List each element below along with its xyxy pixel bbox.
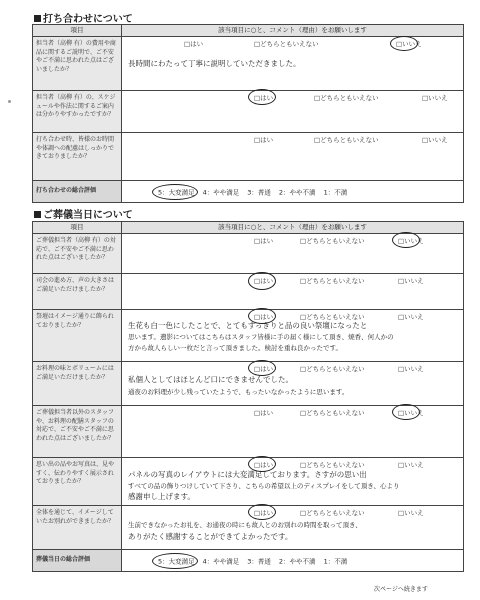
rating-4[interactable]: 4：やや満足	[202, 188, 240, 196]
question-text: 担当者（高柳 有）の、スケジュールや作法に関するご案内は分かりやすかったですか？	[33, 91, 122, 133]
option-no[interactable]: □いいえ	[422, 94, 448, 102]
option-no[interactable]: □いいえ	[398, 313, 424, 321]
section2-table	[32, 221, 464, 572]
option-neutral[interactable]: □どちらともいえない	[300, 277, 365, 285]
question-text: お料理の味とボリュームにはご満足いただけましたか？	[33, 362, 122, 406]
table-row	[33, 234, 464, 274]
question-text: 祭壇はイメージ通りに飾られておりましたか？	[33, 310, 122, 362]
bullet-square-icon	[34, 15, 41, 22]
answer-cell	[122, 91, 464, 133]
rating-cell	[122, 181, 464, 203]
answer-options	[122, 312, 463, 321]
summary-row	[33, 550, 464, 572]
option-no[interactable]: □いいえ	[398, 365, 424, 373]
section1-title: 打ち合わせについて	[34, 10, 133, 25]
rating-3[interactable]: 3：普通	[247, 557, 271, 565]
handwritten-comment: すべての品の飾りつけしていて下さり、こちらの希望以上のディスプレイをして頂き、心より	[128, 482, 400, 490]
bullet-square-icon	[34, 211, 41, 218]
answer-cell	[122, 234, 464, 274]
option-no[interactable]: □いいえ	[398, 237, 424, 245]
handwritten-comment: ありがたく感謝することができてよかったです。	[128, 532, 293, 541]
answer-circle	[392, 404, 420, 420]
table-row	[33, 310, 464, 362]
option-neutral[interactable]: □どちらともいえない	[300, 509, 365, 517]
answer-circle	[390, 36, 418, 51]
handwritten-comment: 生前できなかったお礼を、お通夜の時にも故人とのお別れの時間を取って頂き、	[128, 521, 362, 529]
header-response: 該当項目に○と、コメント（理由）をお願いします	[122, 25, 464, 37]
question-text: 打ち合わせ時、皆様のお時間や体調への配慮はしっかりできておりましたか？	[33, 133, 122, 181]
option-yes[interactable]: □はい	[184, 40, 204, 48]
table-row	[33, 458, 464, 506]
summary-label: 打ち合わせの総合評価	[33, 181, 122, 203]
handwritten-comment: 通夜のお料理が少し残っていたようで、もったいなかったように思います。	[128, 388, 349, 396]
handwritten-comment: パネルの写真のレイアウトには大変満足しております。さすがの思い出	[128, 470, 367, 479]
option-yes[interactable]: □はい	[254, 365, 274, 373]
handwritten-comment: 思います。遺影についてはこちらはスタッフ皆様に手の届く様にして頂き、焼香、何人かの	[128, 333, 394, 341]
header-item: 項目	[33, 222, 122, 234]
rating-cell	[122, 550, 464, 572]
question-text: 司会の進め方、声の大きさはご満足いただけましたか？	[33, 274, 122, 310]
answer-options	[122, 135, 463, 144]
rating-circle	[152, 184, 198, 200]
rating-circle	[152, 553, 198, 569]
question-text: 全体を通じて、イメージしていたお別れができましたか？	[33, 506, 122, 550]
answer-circle	[248, 504, 276, 520]
answer-cell	[122, 406, 464, 458]
answer-circle	[248, 89, 276, 105]
answer-cell	[122, 362, 464, 406]
table-row	[33, 362, 464, 406]
option-yes[interactable]: □はい	[254, 509, 274, 517]
answer-options	[122, 460, 463, 469]
option-no[interactable]: □いいえ	[398, 409, 424, 417]
answer-circle	[392, 232, 420, 248]
option-yes[interactable]: □はい	[254, 277, 274, 285]
option-neutral[interactable]: □どちらともいえない	[314, 94, 379, 102]
option-no[interactable]: □いいえ	[398, 461, 424, 469]
header-response: 該当項目に○と、コメント（理由）をお願いします	[122, 222, 464, 234]
option-no[interactable]: □いいえ	[396, 40, 422, 48]
table-row	[33, 406, 464, 458]
next-page-note: 次ページへ続きます	[374, 586, 428, 593]
option-yes[interactable]: □はい	[254, 313, 274, 321]
table-row	[33, 37, 464, 91]
handwritten-comment: 方から故人らしい一枚だと言って頂きました。検討を重ね良かったです。	[128, 344, 342, 352]
answer-circle	[248, 360, 276, 376]
question-text: 担当者（高柳 有）の費用や商品に関するご説明で、ご不安やご不満に思われた点はございましたか？	[33, 37, 122, 91]
option-no[interactable]: □いいえ	[422, 136, 448, 144]
option-neutral[interactable]: □どちらともいえない	[300, 409, 365, 417]
rating-5[interactable]: 5：大変満足	[158, 188, 195, 196]
rating-2[interactable]: 2：やや不満	[278, 188, 316, 196]
rating-2[interactable]: 2：やや不満	[278, 557, 316, 565]
answer-options	[122, 276, 463, 285]
option-neutral[interactable]: □どちらともいえない	[300, 461, 365, 469]
option-yes[interactable]: □はい	[254, 461, 274, 469]
scan-speck	[8, 100, 11, 103]
option-neutral[interactable]: □どちらともいえない	[300, 237, 365, 245]
question-text: 思い出の品やお写真は、見やすく、伝わりやすく展示されておりましたか？	[33, 458, 122, 506]
answer-options	[122, 364, 463, 373]
rating-1[interactable]: 1：不満	[323, 188, 348, 196]
option-neutral[interactable]: □どちらともいえない	[314, 136, 379, 144]
rating-3[interactable]: 3：普通	[247, 188, 271, 196]
option-no[interactable]: □いいえ	[398, 277, 424, 285]
answer-cell	[122, 310, 464, 362]
answer-cell	[122, 506, 464, 550]
option-no[interactable]: □いいえ	[398, 509, 424, 517]
handwritten-comment: 私個人としてはほとんど口にできませんでした。	[128, 375, 293, 384]
summary-row	[33, 181, 464, 203]
option-neutral[interactable]: □どちらともいえない	[300, 313, 365, 321]
table-row	[33, 91, 464, 133]
option-yes[interactable]: □はい	[254, 409, 274, 417]
rating-5[interactable]: 5：大変満足	[158, 557, 195, 565]
rating-4[interactable]: 4：やや満足	[202, 557, 240, 565]
question-text: ご葬儀担当者（高柳 有）の対応で、ご不安やご不満に思われた点はございましたか？	[33, 234, 122, 274]
table-row	[33, 506, 464, 550]
option-neutral[interactable]: □どちらともいえない	[254, 40, 319, 48]
summary-label: 葬儀当日の総合評価	[33, 550, 122, 572]
answer-cell	[122, 37, 464, 91]
handwritten-comment: 生花も白一色にしたことで、とてもすっきりと品の良い祭壇になったと	[128, 321, 368, 330]
header-item: 項目	[33, 25, 122, 37]
question-text: ご葬儀担当者以外のスタッフや、お料理の配膳スタッフの対応で、ご不安やご不満に思われた点はございましたか？	[33, 406, 122, 458]
handwritten-comment: 長時間にわたって丁寧に説明していただきました。	[128, 59, 301, 68]
answer-options	[122, 93, 463, 102]
option-neutral[interactable]: □どちらともいえない	[300, 365, 365, 373]
option-yes[interactable]: □はい	[254, 136, 274, 144]
answer-cell	[122, 458, 464, 506]
answer-cell	[122, 133, 464, 181]
table-row	[33, 133, 464, 181]
section1-table	[32, 24, 464, 203]
rating-1[interactable]: 1：不満	[323, 557, 348, 565]
option-yes[interactable]: □はい	[254, 94, 274, 102]
section2-title: ご葬儀当日について	[34, 206, 133, 221]
option-yes[interactable]: □はい	[254, 237, 274, 245]
answer-cell	[122, 274, 464, 310]
answer-circle	[248, 272, 276, 290]
table-row	[33, 274, 464, 310]
handwritten-comment: 感謝申し上げます。	[128, 492, 195, 501]
answer-options	[122, 508, 463, 517]
